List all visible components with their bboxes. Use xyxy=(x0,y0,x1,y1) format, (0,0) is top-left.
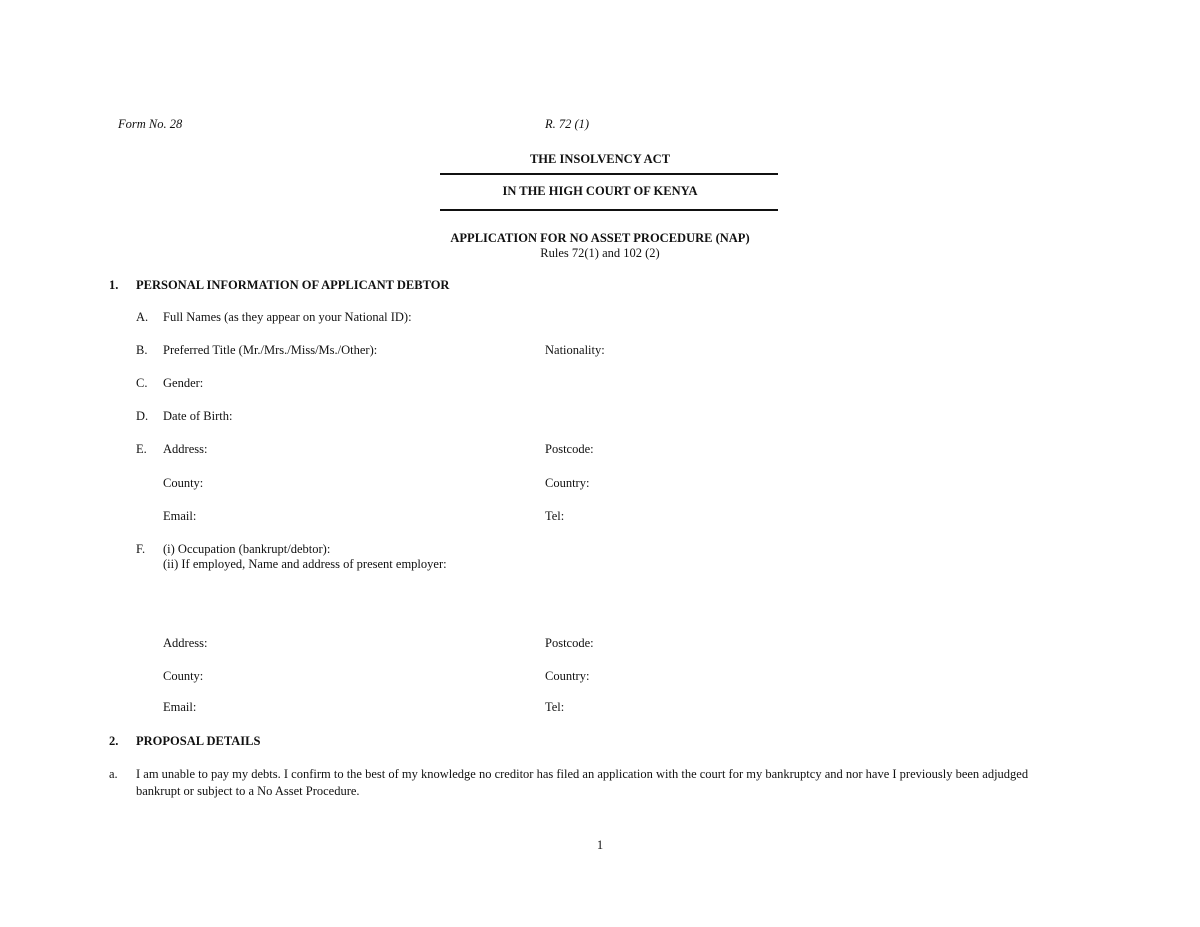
section2-heading: PROPOSAL DETAILS xyxy=(136,734,261,748)
court-title: IN THE HIGH COURT OF KENYA xyxy=(502,184,698,198)
act-title: THE INSOLVENCY ACT xyxy=(529,152,671,166)
item-a-letter: A. xyxy=(136,310,149,324)
address-label: Address: xyxy=(163,442,208,456)
title-rule-top xyxy=(440,173,778,175)
proposal-item-letter: a. xyxy=(109,767,118,781)
occupation-label: (i) Occupation (bankrupt/debtor): xyxy=(163,542,331,556)
nationality-label: Nationality: xyxy=(545,343,605,357)
employer-county-label: County: xyxy=(163,669,204,683)
date-of-birth-label: Date of Birth: xyxy=(163,409,233,423)
proposal-statement: I am unable to pay my debts. I confirm to the best of my knowledge no creditor has filed an application with the court for my bankruptcy and nor have I previously been adjudged bankrupt or subject to a No Asset Procedure. xyxy=(136,767,1029,798)
gender-label: Gender: xyxy=(163,376,204,390)
item-f-letter: F. xyxy=(136,542,146,556)
item-d-letter: D. xyxy=(136,409,149,423)
employer-label: (ii) If employed, Name and address of present employer: xyxy=(163,557,447,571)
employer-address-label: Address: xyxy=(163,636,208,650)
section1-number: 1. xyxy=(109,278,119,292)
preferred-title-label: Preferred Title (Mr./Mrs./Miss/Ms./Other): xyxy=(163,343,378,357)
item-b-letter: B. xyxy=(136,343,148,357)
application-title: APPLICATION FOR NO ASSET PROCEDURE (NAP) xyxy=(450,231,750,245)
form-number: Form No. 28 xyxy=(118,117,183,131)
employer-postcode-label: Postcode: xyxy=(545,636,594,650)
rules-subtitle: Rules 72(1) and 102 (2) xyxy=(540,246,660,260)
section1-heading: PERSONAL INFORMATION OF APPLICANT DEBTOR xyxy=(136,278,450,292)
item-e-letter: E. xyxy=(136,442,147,456)
item-c-letter: C. xyxy=(136,376,148,390)
employer-country-label: Country: xyxy=(545,669,590,683)
postcode-label: Postcode: xyxy=(545,442,594,456)
country-label: Country: xyxy=(545,476,590,490)
email-label: Email: xyxy=(163,509,197,523)
full-names-label: Full Names (as they appear on your National ID): xyxy=(163,310,412,324)
rule-reference: R. 72 (1) xyxy=(545,117,590,131)
employer-tel-label: Tel: xyxy=(545,700,565,714)
title-rule-bottom xyxy=(440,209,778,211)
county-label: County: xyxy=(163,476,204,490)
tel-label: Tel: xyxy=(545,509,565,523)
employer-email-label: Email: xyxy=(163,700,197,714)
section2-number: 2. xyxy=(109,734,119,748)
page-number: 1 xyxy=(596,838,604,852)
